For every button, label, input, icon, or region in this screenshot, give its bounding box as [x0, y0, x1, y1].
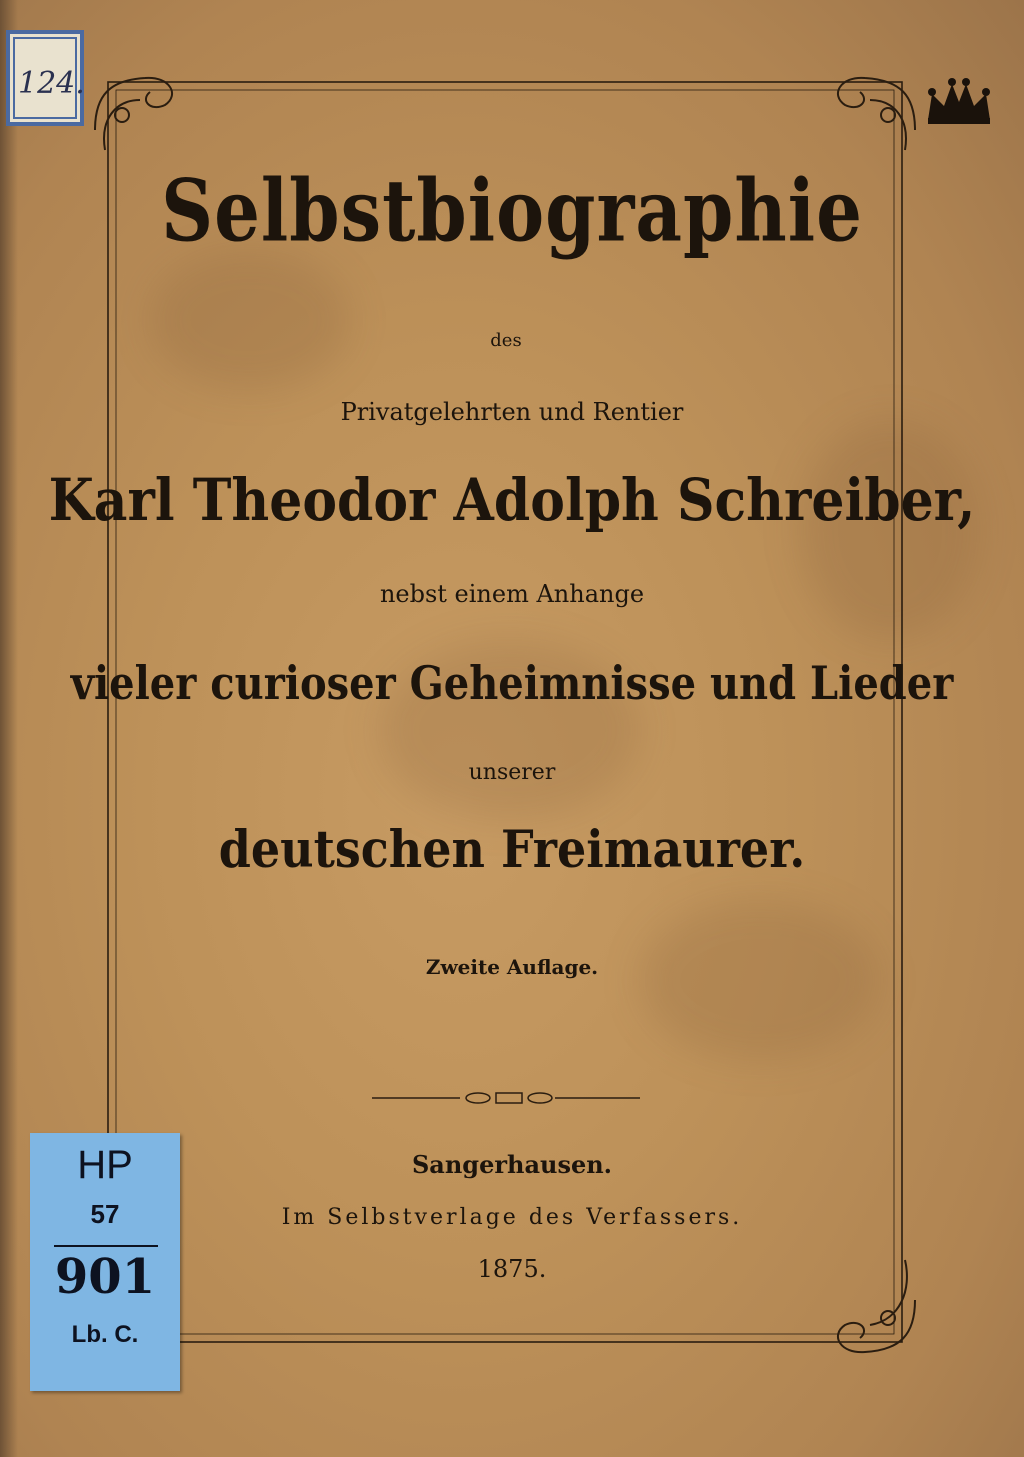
shelf-mark-text: 124. — [18, 66, 85, 101]
call-number-line-2: 57 — [90, 1199, 120, 1229]
crown-stamp-icon — [922, 76, 996, 126]
library-call-number-label — [30, 1133, 180, 1391]
call-number-line-1: HP — [77, 1143, 133, 1187]
imprint-place: Sangerhausen. — [411, 1150, 613, 1179]
call-number-line-3: 901 — [54, 1249, 156, 1305]
title-line-unserer: unserer — [468, 760, 556, 785]
shelf-mark-label — [6, 30, 84, 126]
corner-ornament-icon — [95, 78, 172, 150]
imprint-year: 1875. — [477, 1255, 547, 1283]
call-number-line-4: Lb. C. — [71, 1321, 139, 1348]
fleuron-divider-icon — [372, 1093, 640, 1103]
call-number-divider — [54, 1245, 158, 1247]
book-title: Selbstbiographie — [161, 160, 863, 261]
author-name: Karl Theodor Adolph Schreiber, — [48, 466, 976, 535]
title-line-nebst: nebst einem Anhange — [379, 580, 645, 608]
title-line-des: des — [490, 330, 522, 351]
title-line-deutschen: deutschen Freimaurer. — [218, 818, 806, 880]
edition-statement: Zweite Auflage. — [425, 955, 599, 979]
title-line-privat: Privatgelehrten und Rentier — [340, 398, 684, 426]
title-line-vieler: vieler curioser Geheimnisse und Lieder — [70, 656, 954, 711]
imprint-publisher: Im Selbstverlage des Verfassers. — [281, 1205, 743, 1230]
corner-ornament-icon — [838, 78, 915, 150]
